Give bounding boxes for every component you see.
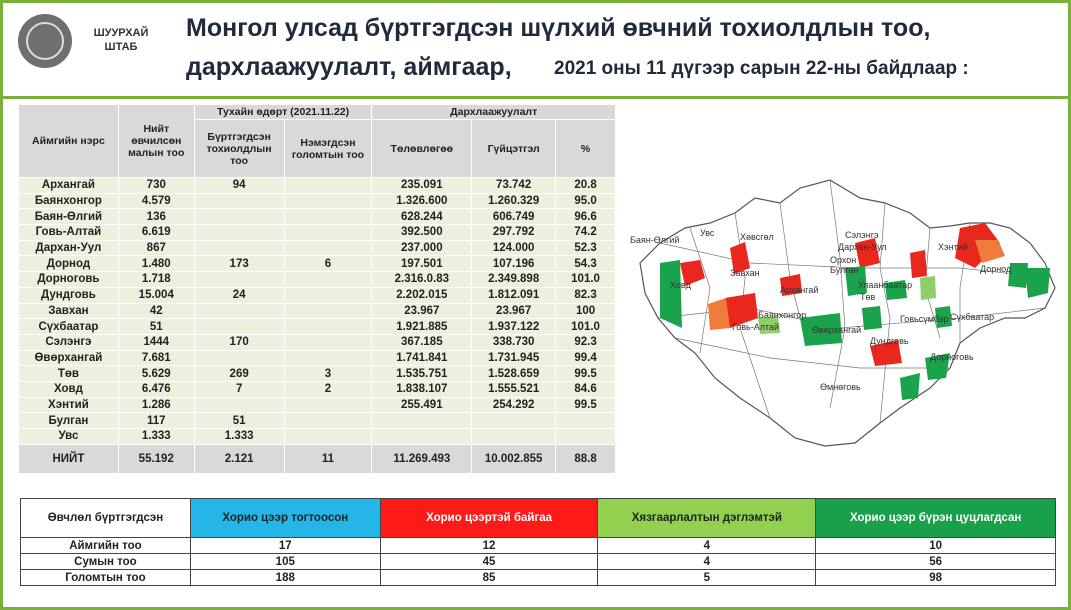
- cell-total-sick: 867: [118, 240, 194, 256]
- header-total-sick: Нийт өвчилсөн малын тоо: [118, 105, 194, 178]
- map-label: Дорнод: [980, 264, 1012, 274]
- cell-registered-cases: [194, 225, 284, 241]
- cell-registered-cases: [194, 193, 284, 209]
- cell-done: 1.937.122: [472, 319, 556, 335]
- emblem-logo: [18, 14, 72, 68]
- cell-total-sick: 1.718: [118, 272, 194, 288]
- cell-total-sick: 51: [118, 319, 194, 335]
- province-row: [19, 240, 616, 256]
- total-cell-done: 10.002.855: [472, 444, 556, 473]
- cell-percent: 99.4: [556, 350, 616, 366]
- status-row: [21, 570, 1056, 586]
- map-label: Булган: [830, 265, 859, 275]
- total-row: [19, 444, 616, 473]
- header-divider: [0, 96, 1071, 99]
- org-name: [86, 26, 156, 54]
- cell-registered-cases: [194, 209, 284, 225]
- cell-province: Баян-Өлгий: [19, 209, 119, 225]
- cell-new-foci: [284, 209, 372, 225]
- cell-province: Сүхбаатар: [19, 319, 119, 335]
- province-table-wrap: [18, 104, 616, 474]
- status-header-cell: Хорио цээртэй байгаа: [380, 499, 598, 538]
- province-row: [19, 256, 616, 272]
- cell-new-foci: [284, 287, 372, 303]
- province-row: [19, 429, 616, 445]
- province-row: [19, 193, 616, 209]
- cell-province: Ховд: [19, 381, 119, 397]
- cell-new-foci: 6: [284, 256, 372, 272]
- cell-percent: 95.0: [556, 193, 616, 209]
- status-value: 85: [380, 570, 598, 586]
- cell-province: Дархан-Уул: [19, 240, 119, 256]
- cell-percent: 96.6: [556, 209, 616, 225]
- cell-new-foci: [284, 413, 372, 429]
- cell-registered-cases: 1.333: [194, 429, 284, 445]
- cell-total-sick: 15.004: [118, 287, 194, 303]
- cell-done: 1.528.659: [472, 366, 556, 382]
- total-cell-registered-cases: 2.121: [194, 444, 284, 473]
- map-label: Сүхбаатар: [950, 312, 995, 322]
- cell-province: Увс: [19, 429, 119, 445]
- cell-done: 338.730: [472, 334, 556, 350]
- cell-registered-cases: [194, 397, 284, 413]
- status-header-cell: Өвчлөл бүртгэгдсэн: [21, 499, 191, 538]
- cell-plan: 2.202.015: [372, 287, 472, 303]
- cell-province: Дорноговь: [19, 272, 119, 288]
- cell-registered-cases: 7: [194, 381, 284, 397]
- cell-new-foci: [284, 429, 372, 445]
- status-value: 188: [190, 570, 380, 586]
- cell-new-foci: [284, 178, 372, 194]
- cell-plan: 2.316.0.83: [372, 272, 472, 288]
- cell-percent: 54.3: [556, 256, 616, 272]
- map-label: Улаанбаатар: [858, 280, 913, 290]
- cell-total-sick: 730: [118, 178, 194, 194]
- cell-province: Завхан: [19, 303, 119, 319]
- cell-plan: 255.491: [372, 397, 472, 413]
- cell-new-foci: [284, 319, 372, 335]
- province-row: [19, 334, 616, 350]
- cell-new-foci: [284, 225, 372, 241]
- total-cell-new-foci: 11: [284, 444, 372, 473]
- province-row: [19, 287, 616, 303]
- map-label: Дундговь: [870, 336, 909, 346]
- cell-new-foci: [284, 350, 372, 366]
- map-label: Говьсүмбэр: [900, 314, 949, 324]
- cell-plan: 23.967: [372, 303, 472, 319]
- cell-done: 107.196: [472, 256, 556, 272]
- cell-done: [472, 413, 556, 429]
- cell-new-foci: [284, 193, 372, 209]
- cell-total-sick: 1.333: [118, 429, 194, 445]
- org-name-line2: ШТАБ: [104, 41, 138, 53]
- cell-done: [472, 429, 556, 445]
- cell-done: 73.742: [472, 178, 556, 194]
- cell-province: Дундговь: [19, 287, 119, 303]
- cell-total-sick: 7.681: [118, 350, 194, 366]
- cell-done: 124.000: [472, 240, 556, 256]
- cell-percent: [556, 429, 616, 445]
- cell-plan: 1.326.600: [372, 193, 472, 209]
- map-label: Баян-Өлгий: [630, 235, 680, 245]
- header-group-vaccination: Дархлаажуулалт: [372, 105, 616, 120]
- cell-registered-cases: [194, 272, 284, 288]
- province-row: [19, 413, 616, 429]
- status-value: 4: [598, 554, 816, 570]
- cell-province: Архангай: [19, 178, 119, 194]
- cell-percent: 82.3: [556, 287, 616, 303]
- status-value: 56: [816, 554, 1056, 570]
- cell-percent: 74.2: [556, 225, 616, 241]
- cell-province: Төв: [19, 366, 119, 382]
- status-row-label: Сумын тоо: [21, 554, 191, 570]
- status-value: 17: [190, 538, 380, 554]
- province-row: [19, 303, 616, 319]
- cell-plan: [372, 413, 472, 429]
- total-cell-plan: 11.269.493: [372, 444, 472, 473]
- map-label: Сэлэнгэ: [845, 230, 879, 240]
- map-area-red: [910, 250, 927, 278]
- cell-registered-cases: 51: [194, 413, 284, 429]
- cell-percent: 92.3: [556, 334, 616, 350]
- cell-plan: 392.500: [372, 225, 472, 241]
- cell-total-sick: 117: [118, 413, 194, 429]
- status-value: 105: [190, 554, 380, 570]
- status-summary-body: [21, 538, 1056, 586]
- status-value: 10: [816, 538, 1056, 554]
- province-table-body: [19, 178, 616, 474]
- map-label: Ховд: [670, 280, 691, 290]
- map-label: Архангай: [780, 285, 819, 295]
- cell-plan: 235.091: [372, 178, 472, 194]
- cell-total-sick: 4.579: [118, 193, 194, 209]
- cell-percent: 101.0: [556, 319, 616, 335]
- cell-province: Булган: [19, 413, 119, 429]
- status-header-cell: Хязгаарлалтын дэглэмтэй: [598, 499, 816, 538]
- status-summary-table: [20, 498, 1056, 586]
- cell-province: Сэлэнгэ: [19, 334, 119, 350]
- cell-province: Говь-Алтай: [19, 225, 119, 241]
- cell-percent: 20.8: [556, 178, 616, 194]
- map-area-lightgreen: [920, 276, 936, 300]
- status-header-cell: Хорио цээр бүрэн цуцлагдсан: [816, 499, 1056, 538]
- cell-registered-cases: [194, 240, 284, 256]
- cell-done: 1.555.521: [472, 381, 556, 397]
- cell-plan: 1.741.841: [372, 350, 472, 366]
- status-row: [21, 554, 1056, 570]
- cell-province: Баянхонгор: [19, 193, 119, 209]
- map-label: Өвөрхангай: [812, 325, 862, 335]
- total-cell-province: НИЙТ: [19, 444, 119, 473]
- status-value: 5: [598, 570, 816, 586]
- status-value: 12: [380, 538, 598, 554]
- map-label: Говь-Алтай: [732, 322, 780, 332]
- map-label: Баянхонгор: [758, 310, 807, 320]
- status-summary-header: [21, 499, 1056, 538]
- cell-done: 23.967: [472, 303, 556, 319]
- map-label: Төв: [860, 292, 876, 302]
- province-row: [19, 272, 616, 288]
- status-value: 98: [816, 570, 1056, 586]
- page-subtitle-date: 2021 оны 11 дүгээр сарын 22-ны байдлаар :: [554, 58, 969, 79]
- cell-done: 297.792: [472, 225, 556, 241]
- cell-total-sick: 42: [118, 303, 194, 319]
- map-label: Завхан: [730, 268, 760, 278]
- province-row: [19, 178, 616, 194]
- status-value: 45: [380, 554, 598, 570]
- header-done: Гүйцэтгэл: [472, 120, 556, 178]
- cell-new-foci: 3: [284, 366, 372, 382]
- cell-new-foci: 2: [284, 381, 372, 397]
- map-label: Хэнтий: [938, 242, 968, 252]
- cell-registered-cases: 173: [194, 256, 284, 272]
- cell-total-sick: 136: [118, 209, 194, 225]
- emblem-ring: [26, 22, 64, 60]
- cell-new-foci: [284, 240, 372, 256]
- cell-plan: [372, 429, 472, 445]
- cell-total-sick: 5.629: [118, 366, 194, 382]
- cell-done: 1.812.091: [472, 287, 556, 303]
- cell-plan: 197.501: [372, 256, 472, 272]
- province-table: [18, 104, 616, 474]
- map-label: Дархан-Уул: [838, 242, 887, 252]
- cell-new-foci: [284, 272, 372, 288]
- header-registered-cases: Бүртгэгдсэн тохиолдлын тоо: [194, 120, 284, 178]
- cell-percent: 99.5: [556, 397, 616, 413]
- map-area-green: [862, 306, 882, 330]
- cell-new-foci: [284, 334, 372, 350]
- cell-province: Дорнод: [19, 256, 119, 272]
- map-label: Увс: [700, 228, 715, 238]
- map-label: Хөвсгөл: [740, 232, 774, 242]
- cell-plan: 1.838.107: [372, 381, 472, 397]
- header-percent: %: [556, 120, 616, 178]
- cell-percent: 101.0: [556, 272, 616, 288]
- status-value: 4: [598, 538, 816, 554]
- cell-total-sick: 6.476: [118, 381, 194, 397]
- header-group-today: Тухайн өдөрт (2021.11.22): [194, 105, 372, 120]
- map-label: Орхон: [830, 255, 857, 265]
- province-row: [19, 225, 616, 241]
- map-label: Өмнөговь: [820, 382, 861, 392]
- cell-done: 254.292: [472, 397, 556, 413]
- cell-registered-cases: [194, 319, 284, 335]
- cell-total-sick: 1.286: [118, 397, 194, 413]
- org-name-line1: ШУУРХАЙ: [93, 27, 149, 39]
- status-header-cell: Хорио цээр тогтоосон: [190, 499, 380, 538]
- cell-registered-cases: 170: [194, 334, 284, 350]
- province-row: [19, 366, 616, 382]
- cell-total-sick: 6.619: [118, 225, 194, 241]
- cell-percent: 84.6: [556, 381, 616, 397]
- cell-percent: 100: [556, 303, 616, 319]
- status-row-label: Голомтын тоо: [21, 570, 191, 586]
- cell-new-foci: [284, 397, 372, 413]
- cell-province: Хэнтий: [19, 397, 119, 413]
- cell-percent: [556, 413, 616, 429]
- cell-registered-cases: 24: [194, 287, 284, 303]
- cell-province: Өвөрхангай: [19, 350, 119, 366]
- province-row: [19, 350, 616, 366]
- cell-plan: 1.535.751: [372, 366, 472, 382]
- page-title-line2: дархлаажуулалт, аймгаар,: [186, 53, 512, 81]
- cell-plan: 1.921.885: [372, 319, 472, 335]
- cell-plan: 237.000: [372, 240, 472, 256]
- cell-registered-cases: [194, 303, 284, 319]
- cell-plan: 367.185: [372, 334, 472, 350]
- cell-done: 2.349.898: [472, 272, 556, 288]
- page-title-line1: Монгол улсад бүртгэгдсэн шүлхий өвчний тохиолдлын тоо,: [186, 14, 931, 42]
- province-row: [19, 381, 616, 397]
- cell-done: 606.749: [472, 209, 556, 225]
- cell-percent: 99.5: [556, 366, 616, 382]
- cell-registered-cases: 269: [194, 366, 284, 382]
- header-province: Аймгийн нэрс: [19, 105, 119, 178]
- header-plan: Төлөвлөгөө: [372, 120, 472, 178]
- cell-total-sick: 1444: [118, 334, 194, 350]
- cell-registered-cases: 94: [194, 178, 284, 194]
- cell-registered-cases: [194, 350, 284, 366]
- status-row-label: Аймгийн тоо: [21, 538, 191, 554]
- province-row: [19, 319, 616, 335]
- cell-percent: 52.3: [556, 240, 616, 256]
- total-cell-percent: 88.8: [556, 444, 616, 473]
- province-row: [19, 397, 616, 413]
- mongolia-map: [630, 168, 1068, 453]
- cell-done: 1.731.945: [472, 350, 556, 366]
- cell-total-sick: 1.480: [118, 256, 194, 272]
- map-area-green: [660, 260, 682, 328]
- map-label: Дорноговь: [930, 352, 974, 362]
- province-row: [19, 209, 616, 225]
- cell-new-foci: [284, 303, 372, 319]
- cell-done: 1.260.329: [472, 193, 556, 209]
- cell-plan: 628.244: [372, 209, 472, 225]
- status-row: [21, 538, 1056, 554]
- total-cell-total-sick: 55.192: [118, 444, 194, 473]
- header-new-foci: Нэмэгдсэн голомтын тоо: [284, 120, 372, 178]
